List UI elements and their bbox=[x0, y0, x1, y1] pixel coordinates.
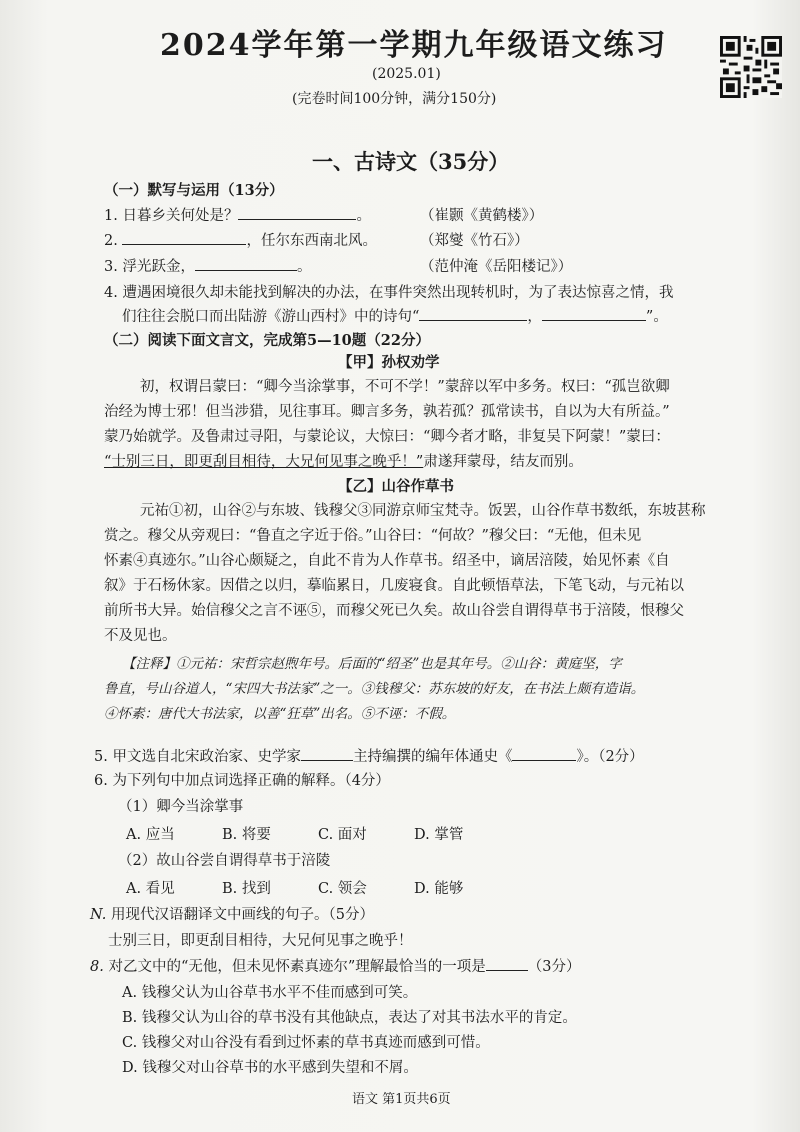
question-8 bbox=[90, 956, 581, 978]
question-5-text: 5. 甲文选自北宋政治家、史学家 bbox=[94, 749, 301, 765]
option[interactable]: A. 应当 bbox=[126, 827, 175, 843]
notes-line: ④怀素：唐代大书法家，以善“狂草”出名。⑤不诬：不假。 bbox=[104, 706, 456, 722]
answer-blank[interactable] bbox=[122, 230, 246, 245]
passage-yi-line: 赏之。穆父从旁观曰：“鲁直之字近于俗。”山谷曰：“何故？”穆父曰：“无他，但未见 bbox=[104, 528, 642, 544]
question-5-score: 》。（2分） bbox=[576, 749, 644, 765]
question-5-text: 主持编撰的编年体通史《 bbox=[352, 749, 513, 765]
answer-blank[interactable] bbox=[542, 306, 646, 321]
question-3 bbox=[104, 256, 311, 278]
question-4-text: 们往往会脱口而出陆游《游山西村》中的诗句“ bbox=[122, 309, 420, 325]
answer-blank[interactable] bbox=[301, 746, 353, 761]
question-8-option[interactable]: A. 钱穆父认为山谷草书水平不佳而感到可笑。 bbox=[122, 985, 418, 1001]
question-8-mark: 8. bbox=[90, 959, 104, 975]
passage-jia-line: 治经为博士邪！但当涉猎，见往事耳。卿言多务，孰若孤？孤常读书，自以为大有所益。” bbox=[104, 404, 670, 420]
answer-blank[interactable] bbox=[419, 306, 527, 321]
passage-jia-line: 初，权谓吕蒙曰：“卿今当涂掌事，不可不学！”蒙辞以军中多务。权曰：“孤岂欲卿 bbox=[140, 379, 670, 395]
answer-blank[interactable] bbox=[512, 746, 576, 761]
passage-yi-line: 叙》于石杨休家。因借之以归，摹临累日，几废寝食。自此顿悟草法，下笔飞动，与元祐以 bbox=[104, 578, 684, 594]
answer-blank[interactable] bbox=[238, 205, 356, 220]
question-1-text: 1. 日暮乡关何处是？ bbox=[104, 208, 239, 224]
qr-code-icon bbox=[720, 36, 782, 98]
question-1-source: （崔颢《黄鹤楼》） bbox=[420, 208, 544, 224]
part1-heading: （一）默写与运用（13分） bbox=[104, 182, 284, 199]
passage-yi-line: 元祐①初，山谷②与东坡、钱穆父③同游京师宝梵寺。饭罢，山谷作草书数纸，东坡甚称 bbox=[140, 503, 706, 519]
question-7-sentence: 士别三日，即更刮目相待，大兄何见事之晚乎！ bbox=[108, 933, 413, 949]
page-footer: 语文 第1页共6页 bbox=[352, 1092, 451, 1107]
question-4-end: ”。 bbox=[645, 309, 668, 325]
question-2-source: （郑燮《竹石》） bbox=[420, 233, 529, 249]
question-7-text: 用现代汉语翻译文中画线的句子。（5分） bbox=[110, 907, 374, 923]
underlined-sentence: “士别三日，即更刮目相待，大兄何见事之晚乎！” bbox=[104, 454, 424, 470]
question-2 bbox=[104, 230, 377, 252]
question-1 bbox=[104, 205, 371, 227]
question-3-text: 3. 浮光跃金， bbox=[104, 259, 195, 275]
question-6-2-options bbox=[126, 878, 510, 900]
question-3-end: 。 bbox=[296, 259, 312, 275]
notes-line: 鲁直，号山谷道人，“宋四大书法家”之一。③钱穆父：苏东坡的好友，在书法上颇有造诣。 bbox=[104, 681, 645, 697]
question-5 bbox=[94, 746, 644, 768]
question-6-2: （2）故山谷尝自谓得草书于涪陵 bbox=[118, 853, 331, 869]
passage-yi-title: 【乙】山谷作草书 bbox=[338, 478, 454, 495]
option[interactable]: C. 领会 bbox=[318, 881, 367, 897]
question-2-text: ，任尔东西南北风。 bbox=[246, 233, 377, 249]
answer-blank[interactable] bbox=[195, 256, 297, 271]
question-8-option[interactable]: B. 钱穆父认为山谷的草书没有其他缺点，表达了对其书法水平的肯定。 bbox=[122, 1010, 577, 1026]
question-7 bbox=[90, 904, 374, 926]
question-6: 6. 为下列句中加点词选择正确的解释。（4分） bbox=[94, 773, 390, 789]
question-7-mark: N. bbox=[90, 907, 107, 923]
option[interactable]: D. 能够 bbox=[414, 881, 464, 897]
passage-jia-line bbox=[104, 451, 583, 473]
question-2-num: 2. bbox=[104, 233, 118, 249]
option[interactable]: D. 掌管 bbox=[414, 827, 464, 843]
passage-jia-end: 肃遂拜蒙母，结友而别。 bbox=[423, 454, 583, 470]
question-4-comma: ， bbox=[527, 309, 542, 325]
question-4-line1: 4. 遭遇困境很久却未能找到解决的办法，在事件突然出现转机时，为了表达惊喜之情，我 bbox=[104, 285, 674, 301]
passage-yi-line: 前所书大异。始信穆父之言不诬⑤，而穆父死已久矣。故山谷尝自谓得草书于涪陵，恨穆父 bbox=[104, 603, 684, 619]
notes-line: 【注释】①元祐：宋哲宗赵煦年号。后面的“绍圣”也是其年号。②山谷：黄庭坚，字 bbox=[122, 656, 622, 672]
passage-yi-line: 怀素④真迹尔。”山谷心颇疑之，自此不肯为人作草书。绍圣中，谪居涪陵，始见怀素《自 bbox=[104, 553, 670, 569]
question-6-1-options bbox=[126, 824, 510, 846]
question-8-option[interactable]: C. 钱穆父对山谷没有看到过怀素的草书真迹而感到可惜。 bbox=[122, 1035, 490, 1051]
question-8-score: （3分） bbox=[527, 959, 581, 975]
section-title: 一、古诗文（35分） bbox=[312, 149, 510, 174]
passage-yi-line: 不及见也。 bbox=[104, 628, 177, 644]
passage-jia-title: 【甲】孙权劝学 bbox=[338, 354, 440, 371]
question-8-text: 对乙文中的“无他，但未见怀素真迹尔”理解最恰当的一项是 bbox=[108, 959, 486, 975]
question-8-option[interactable]: D. 钱穆父对山谷草书的水平感到失望和不屑。 bbox=[122, 1060, 418, 1076]
part2-heading: （二）阅读下面文言文，完成第5—10题（22分） bbox=[104, 332, 430, 349]
answer-blank[interactable] bbox=[486, 956, 528, 971]
passage-jia-line: 蒙乃始就学。及鲁肃过寻阳，与蒙论议，大惊曰：“卿今者才略，非复吴下阿蒙！”蒙曰： bbox=[104, 429, 670, 445]
option[interactable]: B. 将要 bbox=[222, 827, 271, 843]
question-4-line2 bbox=[122, 306, 668, 328]
option[interactable]: B. 找到 bbox=[222, 881, 271, 897]
option[interactable]: A. 看见 bbox=[126, 881, 175, 897]
question-6-1: （1）卿今当涂掌事 bbox=[118, 799, 244, 815]
exam-date: (2025.01) bbox=[372, 66, 441, 82]
question-1-end: 。 bbox=[356, 208, 371, 224]
question-3-source: （范仲淹《岳阳楼记》） bbox=[420, 259, 573, 275]
exam-title: 2024学年第一学期九年级语文练习 bbox=[160, 28, 668, 63]
exam-time-info: (完卷时间100分钟，满分150分) bbox=[292, 91, 497, 107]
option[interactable]: C. 面对 bbox=[318, 827, 367, 843]
